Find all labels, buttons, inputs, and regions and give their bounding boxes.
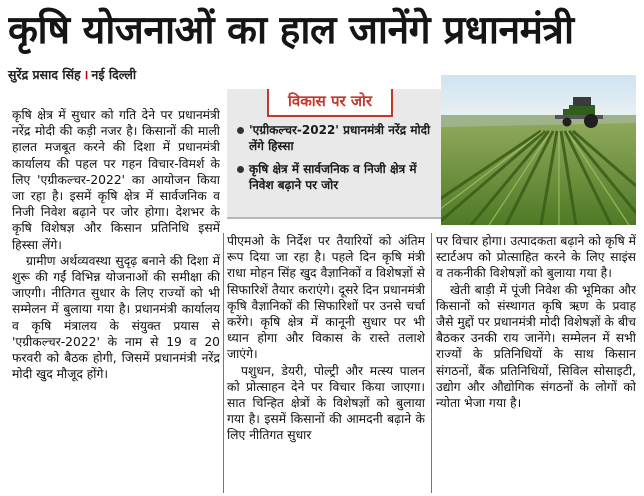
column-divider bbox=[223, 233, 224, 493]
column-divider bbox=[431, 233, 432, 493]
article-paragraph: पीएमओ के निर्देश पर तैयारियों को अंतिम रूप दिया जा रहा है। पहले दिन कृषि मंत्री राधा मोहन सिंह खुद वैज्ञानिकों व विशेषज्ञों से सिफारिशें तैयार कराएंगे। दूसरे दिन प्रधानमंत्री कृषि वैज्ञानिकों की सिफारिशों पर उनसे चर्चा करेंगे। कृषि क्षेत्र में कानूनी सुधार पर भी ध्यान होगा और विकास के रास्ते तलाशे जाएंगे। bbox=[227, 234, 425, 362]
info-box-bullets bbox=[237, 123, 437, 201]
info-box-bullet bbox=[237, 123, 437, 154]
headline: कृषि योजनाओं का हाल जानेंगे प्रधानमंत्री bbox=[8, 8, 574, 53]
article-paragraph: पर विचार होगा। उत्पादकता बढ़ाने को कृषि में स्टार्टअप को प्रोत्साहित करने के लिए साइंस व तकनीकी विशेषज्ञों को बुलाया गया है। bbox=[436, 234, 636, 281]
article-paragraph: ग्रामीण अर्थव्यवस्था सुदृढ़ बनाने की दिशा में शुरू की गईं विभिन्न योजनाओं की समीक्षा की जाएगी। नीतिगत सुधार के लिए राज्यों को भी सम्मेलन में बुलाया गया है। प्रधानमंत्री कार्यालय व कृषि मंत्रालय के संयुक्त प्रयास से 'एग्रीकल्चर-2022' के नाम से 19 व 20 फरवरी को बैठक होगी, जिसमें प्रधानमंत्री नरेंद्र मोदी खुद मौजूद होंगे। bbox=[12, 253, 220, 382]
article-column-3 bbox=[436, 233, 636, 493]
info-box-bullet-text: कृषि क्षेत्र में सार्वजनिक व निजी क्षेत्र में निवेश बढ़ाने पर जोर bbox=[249, 162, 417, 192]
info-box-bullet bbox=[237, 162, 437, 193]
tractor-field-photo bbox=[441, 75, 636, 225]
byline bbox=[8, 66, 136, 84]
article-paragraph: खेती बाड़ी में पूंजी निवेश की भूमिका और किसानों को संस्थागत कृषि ऋण के प्रवाह जैसे मुद्दों पर प्रधानमंत्री मोदी विशेषज्ञों के बीच बैठकर उनकी राय जानेंगे। सम्मेलन में सभी राज्यों के प्रतिनिधियों के साथ किसान संगठनों, बैंक प्रतिनिधियों, सिविल सोसाइटी, उद्योग और औद्योगिक संगठनों के लोगों को न्योता भेजा गया है। bbox=[436, 282, 636, 411]
byline-city: नई दिल्ली bbox=[91, 67, 137, 82]
info-box-title: विकास पर जोर bbox=[267, 89, 393, 117]
bullet-icon bbox=[237, 166, 244, 173]
info-box bbox=[227, 89, 441, 219]
article-paragraph: पशुधन, डेयरी, पोल्ट्री और मत्स्य पालन को प्रोत्साहन देने पर विचार किया जाएगा। सात चिन्हित क्षेत्रों के विशेषज्ञों को बुलाया गया है। इसमें किसानों की आमदनी बढ़ाने के लिए नीतिगत सुधार bbox=[227, 363, 425, 443]
article-paragraph: कृषि क्षेत्र में सुधार को गति देने पर प्रधानमंत्री नरेंद्र मोदी की कड़ी नजर है। किसानों की माली हालत मजबूत करने की दिशा में प्रधानमंत्री कार्यालय की पहल पर गहन विचार-विमर्श के लिए 'एग्रीकल्चर-2022' का आयोजन किया जा रहा है। इसमें कृषि क्षेत्र में सार्वजनिक व निजी निवेश बढ़ाने पर जोर होगा। देशभर के कृषि विशेषज्ञ और किसान प्रतिनिधि इसमें हिस्सा लेंगे। bbox=[12, 108, 220, 252]
bullet-icon bbox=[237, 127, 244, 134]
article-column-2 bbox=[227, 233, 425, 493]
info-box-bullet-text: 'एग्रीकल्चर-2022' प्रधानमंत्री नरेंद्र मोदी लेंगे हिस्सा bbox=[249, 123, 431, 153]
byline-author: सुरेंद्र प्रसाद सिंह bbox=[8, 67, 81, 82]
byline-separator: । bbox=[83, 67, 89, 82]
article-column-1 bbox=[12, 107, 220, 493]
